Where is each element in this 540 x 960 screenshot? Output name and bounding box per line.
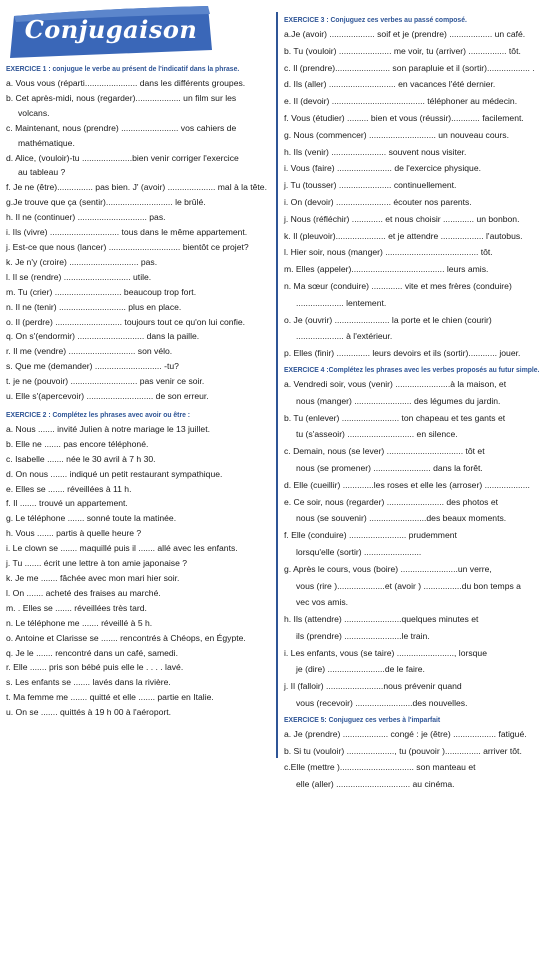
exercise-line: l. Hier soir, nous (manger) ....................................... tôt. bbox=[284, 247, 493, 258]
exercise-line: d. Elle (cueillir) .............les roses et elle les (arroser) ................... bbox=[284, 479, 530, 490]
exercise-line: u. Elle s'(apercevoir) ............................ de son erreur. bbox=[6, 391, 209, 402]
exercise-line: g. Nous (commencer) ............................ un nouveau cours. bbox=[284, 129, 509, 140]
exercise-heading: EXERCICE 3 : Conjuguez ces verbes au passé composé. bbox=[284, 15, 467, 24]
exercise-line: nous (manger) ........................ des légumes du jardin. bbox=[296, 395, 501, 406]
exercise-heading: EXERCICE 5: Conjuguez ces verbes à l'imparfait bbox=[284, 714, 441, 724]
exercise-line: e. Elles se ....... réveillées à 11 h. bbox=[6, 483, 132, 494]
column-divider bbox=[276, 12, 278, 758]
exercise-line: n. Ma sœur (conduire) ............. vite et mes frères (conduire) bbox=[284, 280, 512, 291]
exercise-line: d. Ils (aller) ............................ en vacances l'été dernier. bbox=[284, 79, 496, 90]
exercise-line: c. Maintenant, nous (prendre) ........................ vos cahiers de bbox=[6, 122, 237, 133]
exercise-line: i. Les enfants, vous (se taire) ........................, lorsque bbox=[284, 647, 487, 658]
exercise-line: b. Elle ne ....... pas encore téléphoné. bbox=[6, 438, 149, 449]
exercise-line: j. Nous (réfléchir) ............. et nous choisir ............. un bonbon. bbox=[284, 213, 520, 224]
exercise-line: lorsqu'elle (sortir) ........................ bbox=[296, 546, 422, 557]
exercise-line: n. Il ne (tenir) ............................ plus en place. bbox=[6, 301, 182, 312]
exercise-line: i. On (devoir) ....................... écouter nos parents. bbox=[284, 196, 472, 207]
exercise-line: f. Je ne (être)............... pas bien. J' (avoir) .................... mal à la tête. bbox=[6, 182, 267, 193]
exercise-line: volcans. bbox=[18, 107, 50, 118]
exercise-line: g. Après le cours, vous (boire) ........................un verre, bbox=[284, 563, 492, 574]
exercise-line: b. Cet après-midi, nous (regarder)................... un film sur les bbox=[6, 92, 237, 103]
exercise-line: q. On s'(endormir) ............................ dans la paille. bbox=[6, 331, 200, 342]
exercise-line: .................... à l'extérieur. bbox=[296, 331, 393, 342]
exercise-line: r. Elle ....... pris son bébé puis elle le . . . . lavé. bbox=[6, 662, 184, 673]
exercise-line: g.Je trouve que ça (sentir)............................ le brûlé. bbox=[6, 197, 206, 208]
exercise-line: ils (prendre) ........................le train. bbox=[296, 630, 430, 641]
exercise-line: a.Je (avoir) ................... soif et je (prendre) .................. un café. bbox=[284, 29, 526, 39]
exercise-line: b. Si tu (vouloir) ...................., tu (pouvoir )............... arriver tôt. bbox=[284, 745, 522, 756]
exercise-line: l. Il se (rendre) ............................ utile. bbox=[6, 271, 152, 282]
exercise-line: s. Les enfants se ....... lavés dans la rivière. bbox=[6, 677, 171, 688]
exercise-line: j. Tu (tousser) ...................... continuellement. bbox=[284, 180, 457, 191]
exercise-line: b. Tu (enlever) ........................ ton chapeau et tes gants et bbox=[284, 412, 506, 423]
exercise-list-right bbox=[282, 15, 540, 793]
exercise-line: c. Isabelle ....... née le 30 avril à 7 h 30. bbox=[6, 453, 156, 464]
exercise-line: je (dire) ........................de le faire. bbox=[296, 664, 425, 675]
exercise-line: h. Il ne (continuer) ............................. pas. bbox=[6, 212, 166, 223]
left-column bbox=[4, 0, 268, 720]
exercise-line: j. Tu ....... écrit une lettre à ton amie japonaise ? bbox=[6, 558, 188, 569]
exercise-line: nous (se promener) ........................ dans la forêt. bbox=[296, 462, 483, 473]
exercise-line: m. Tu (crier) ............................ beaucoup trop fort. bbox=[6, 286, 197, 297]
exercise-line: tu (s'asseoir) ............................ en silence. bbox=[296, 429, 458, 440]
exercise-line: m. . Elles se ....... réveillées très tard. bbox=[6, 602, 147, 613]
exercise-line: m. Elles (appeler)....................................... leurs amis. bbox=[284, 264, 489, 275]
exercise-line: f. Vous (étudier) ......... bien et vous (réussir)............ facilement. bbox=[284, 112, 524, 123]
exercise-line: t. je ne (pouvoir) ............................ pas venir ce soir. bbox=[6, 376, 205, 387]
exercise-line: e. Ce soir, nous (regarder) ........................ des photos et bbox=[284, 496, 498, 507]
exercise-heading: EXERCICE 2 : Complétez les phrases avec avoir ou être : bbox=[6, 409, 191, 419]
exercise-line: vec vos amis. bbox=[296, 597, 349, 608]
exercise-line: o. Je (ouvrir) ....................... la porte et le chien (courir) bbox=[284, 314, 492, 325]
exercise-line: vous (recevoir) ........................des nouvelles. bbox=[296, 698, 468, 709]
exercise-line: au tableau ? bbox=[18, 167, 66, 178]
exercise-line: i. Le clown se ....... maquillé puis il ....... allé avec les enfants. bbox=[6, 543, 238, 554]
exercise-line: o. Il (perdre) ............................ toujours tout ce qu'on lui confie. bbox=[6, 316, 246, 327]
exercise-heading: EXERCICE 4 :Complétez les phrases avec les verbes proposés au futur simple. bbox=[284, 364, 540, 374]
page-title: Conjugaison bbox=[24, 15, 198, 44]
exercise-line: d. On nous ....... indiqué un petit restaurant sympathique. bbox=[6, 468, 223, 479]
exercise-line: a. Vendredi soir, vous (venir) .......................à la maison, et bbox=[284, 378, 507, 389]
exercise-line: nous (se souvenir) ........................des beaux moments. bbox=[296, 513, 507, 524]
exercise-line: j. Est-ce que nous (lancer) .............................. bientôt ce projet? bbox=[6, 241, 249, 252]
exercise-line: h. Vous ....... partis à quelle heure ? bbox=[6, 528, 142, 539]
exercise-line: r. Il me (vendre) ............................ son vélo. bbox=[6, 346, 173, 357]
exercise-line: p. Elles (finir) .............. leurs devoirs et ils (sortir)............ jouer. bbox=[284, 348, 521, 359]
exercise-line: h. Ils (attendre) ........................quelques minutes et bbox=[284, 614, 479, 625]
exercise-line: l. On ....... acheté des fraises au marché. bbox=[6, 587, 161, 598]
exercise-line: vous (rire )....................et (avoir ) ................du bon temps a bbox=[296, 580, 521, 591]
exercise-line: q. Je le ....... rencontré dans un café, samedi. bbox=[6, 647, 178, 658]
exercise-line: n. Le téléphone me ....... réveillé à 5 h. bbox=[6, 617, 153, 628]
exercise-line: a. Vous vous (réparti...................... dans les différents groupes. bbox=[6, 78, 246, 88]
exercise-line: d. Alice, (vouloir)-tu .....................bien venir corriger l'exercice bbox=[6, 152, 239, 163]
exercise-line: .................... lentement. bbox=[296, 297, 387, 308]
exercise-line: mathématique. bbox=[18, 137, 75, 148]
exercise-line: o. Antoine et Clarisse se ....... rencontrés à Chéops, en Égypte. bbox=[6, 632, 246, 643]
exercise-line: f. Elle (conduire) ........................ prudemment bbox=[284, 530, 457, 541]
right-column bbox=[282, 12, 540, 793]
exercise-line: a. Nous ....... invité Julien à notre mariage le 13 juillet. bbox=[6, 423, 210, 434]
exercise-line: c. Il (prendre)....................... son parapluie et il (sortir).................. . bbox=[284, 62, 535, 73]
exercise-line: e. Il (devoir) ....................................... téléphoner au médecin. bbox=[284, 96, 518, 107]
exercise-line: g. Le téléphone ....... sonné toute la matinée. bbox=[6, 513, 177, 524]
exercise-line: k. Je n'y (croire) ............................. pas. bbox=[6, 256, 158, 267]
exercise-heading: EXERCICE 1 : conjugue le verbe au présent de l'indicatif dans la phrase. bbox=[6, 64, 240, 73]
exercise-line: a. Je (prendre) ................... congé : je (être) .................. fatigué. bbox=[284, 728, 527, 739]
exercise-list-left bbox=[4, 64, 268, 720]
exercise-line: b. Tu (vouloir) ...................... me voir, tu (arriver) ................ tôt. bbox=[284, 45, 521, 56]
exercise-line: elle (aller) ............................... au cinéma. bbox=[296, 779, 455, 790]
exercise-line: f. Il ....... trouvé un appartement. bbox=[6, 498, 128, 509]
exercise-line: t. Ma femme me ....... quitté et elle ....... partie en Italie. bbox=[6, 692, 214, 703]
exercise-line: u. On se ....... quittés à 19 h 00 à l'aéroport. bbox=[6, 707, 172, 718]
exercise-line: h. Ils (venir) ....................... souvent nous visiter. bbox=[284, 146, 467, 157]
title-banner bbox=[10, 6, 212, 58]
exercise-line: j. Il (falloir) ........................nous prévenir quand bbox=[284, 681, 462, 692]
exercise-line: s. Que me (demander) ............................ -tu? bbox=[6, 361, 179, 372]
exercise-line: c. Demain, nous (se lever) ................................ tôt et bbox=[284, 446, 485, 457]
exercise-line: c.Elle (mettre )............................... son manteau et bbox=[284, 762, 476, 773]
exercise-line: i. Ils (vivre) ............................. tous dans le même appartement. bbox=[6, 227, 248, 238]
exercise-line: k. Il (pleuvoir)..................... et je attendre .................. l'autobus. bbox=[284, 230, 523, 241]
exercise-line: k. Je me ....... fâchée avec mon mari hier soir. bbox=[6, 573, 180, 583]
exercise-line: i. Vous (faire) ....................... de l'exercice physique. bbox=[284, 163, 481, 174]
